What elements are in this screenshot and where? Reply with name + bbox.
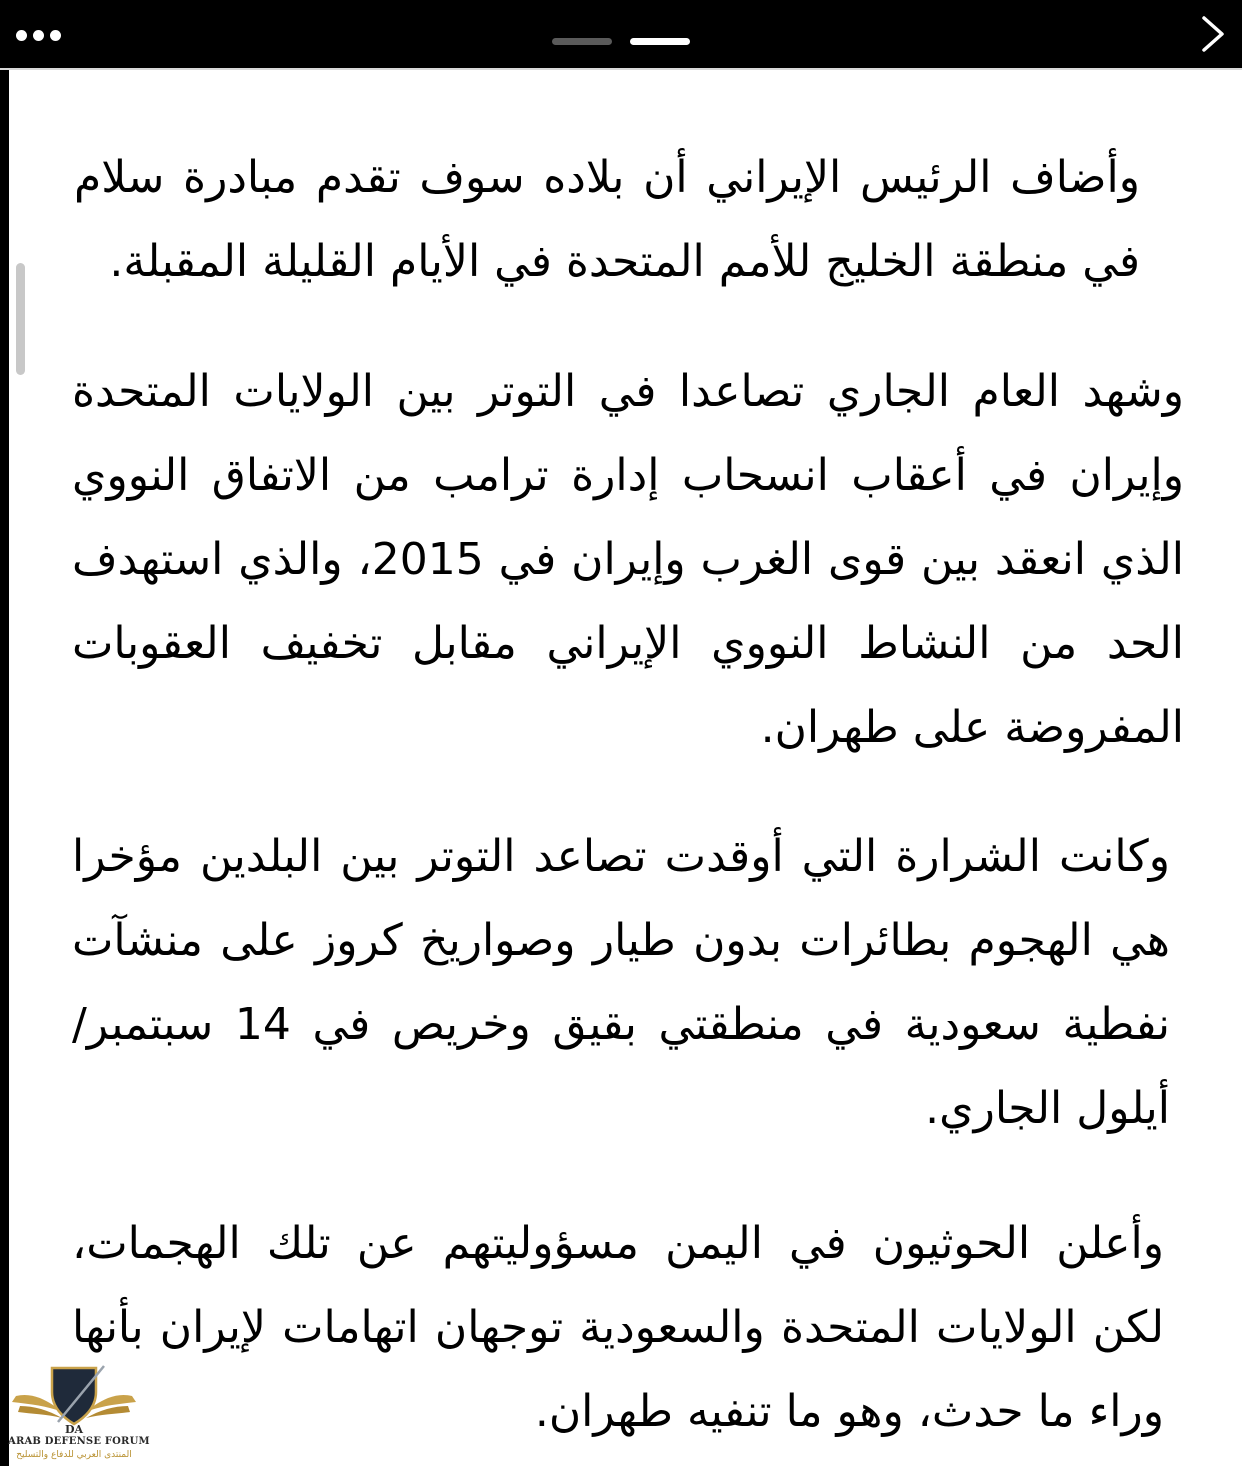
article-paragraph-4: وأعلن الحوثيون في اليمن مسؤوليتهم عن تلك الهجمات، لكن الولايات المتحدة والسعودية توجهان اتهامات لإيران بأنها وراء ما حدث، وهو ما تنفيه طهران. — [72, 1218, 1164, 1437]
article-paragraph-3: وكانت الشرارة التي أوقدت تصاعد التوتر بين البلدين مؤخرا هي الهجوم بطائرات بدون طيار وصواريخ كروز على منشآت نفطية سعودية في منطقتي بقيق وخريص في 14 سبتمبر/ أيلول الجاري. — [72, 831, 1170, 1134]
article-paragraph-1: وأضاف الرئيس الإيراني أن بلاده سوف تقدم مبادرة سلام في منطقة الخليج للأمم المتحدة في الأيام القليلة المقبلة. — [74, 152, 1140, 287]
logo-title: ARAB DEFENSE FORUM — [8, 1436, 150, 1447]
logo-monogram: DA — [64, 1423, 84, 1436]
article-paragraph-2: وشهد العام الجاري تصاعدا في التوتر بين الولايات المتحدة وإيران في أعقاب انسحاب إدارة ترامب من الاتفاق النووي الذي انعقد بين قوى الغرب وإيران في 2015، والذي استهدف الحد من النشاط النووي الإيراني مقابل تخفيف العقوبات المفروضة على طهران. — [72, 366, 1185, 753]
shield-wings-icon — [8, 1362, 140, 1436]
logo-subtitle: المنتدى العربي للدفاع والتسليح — [16, 1450, 132, 1460]
watermark-logo — [8, 1362, 150, 1466]
